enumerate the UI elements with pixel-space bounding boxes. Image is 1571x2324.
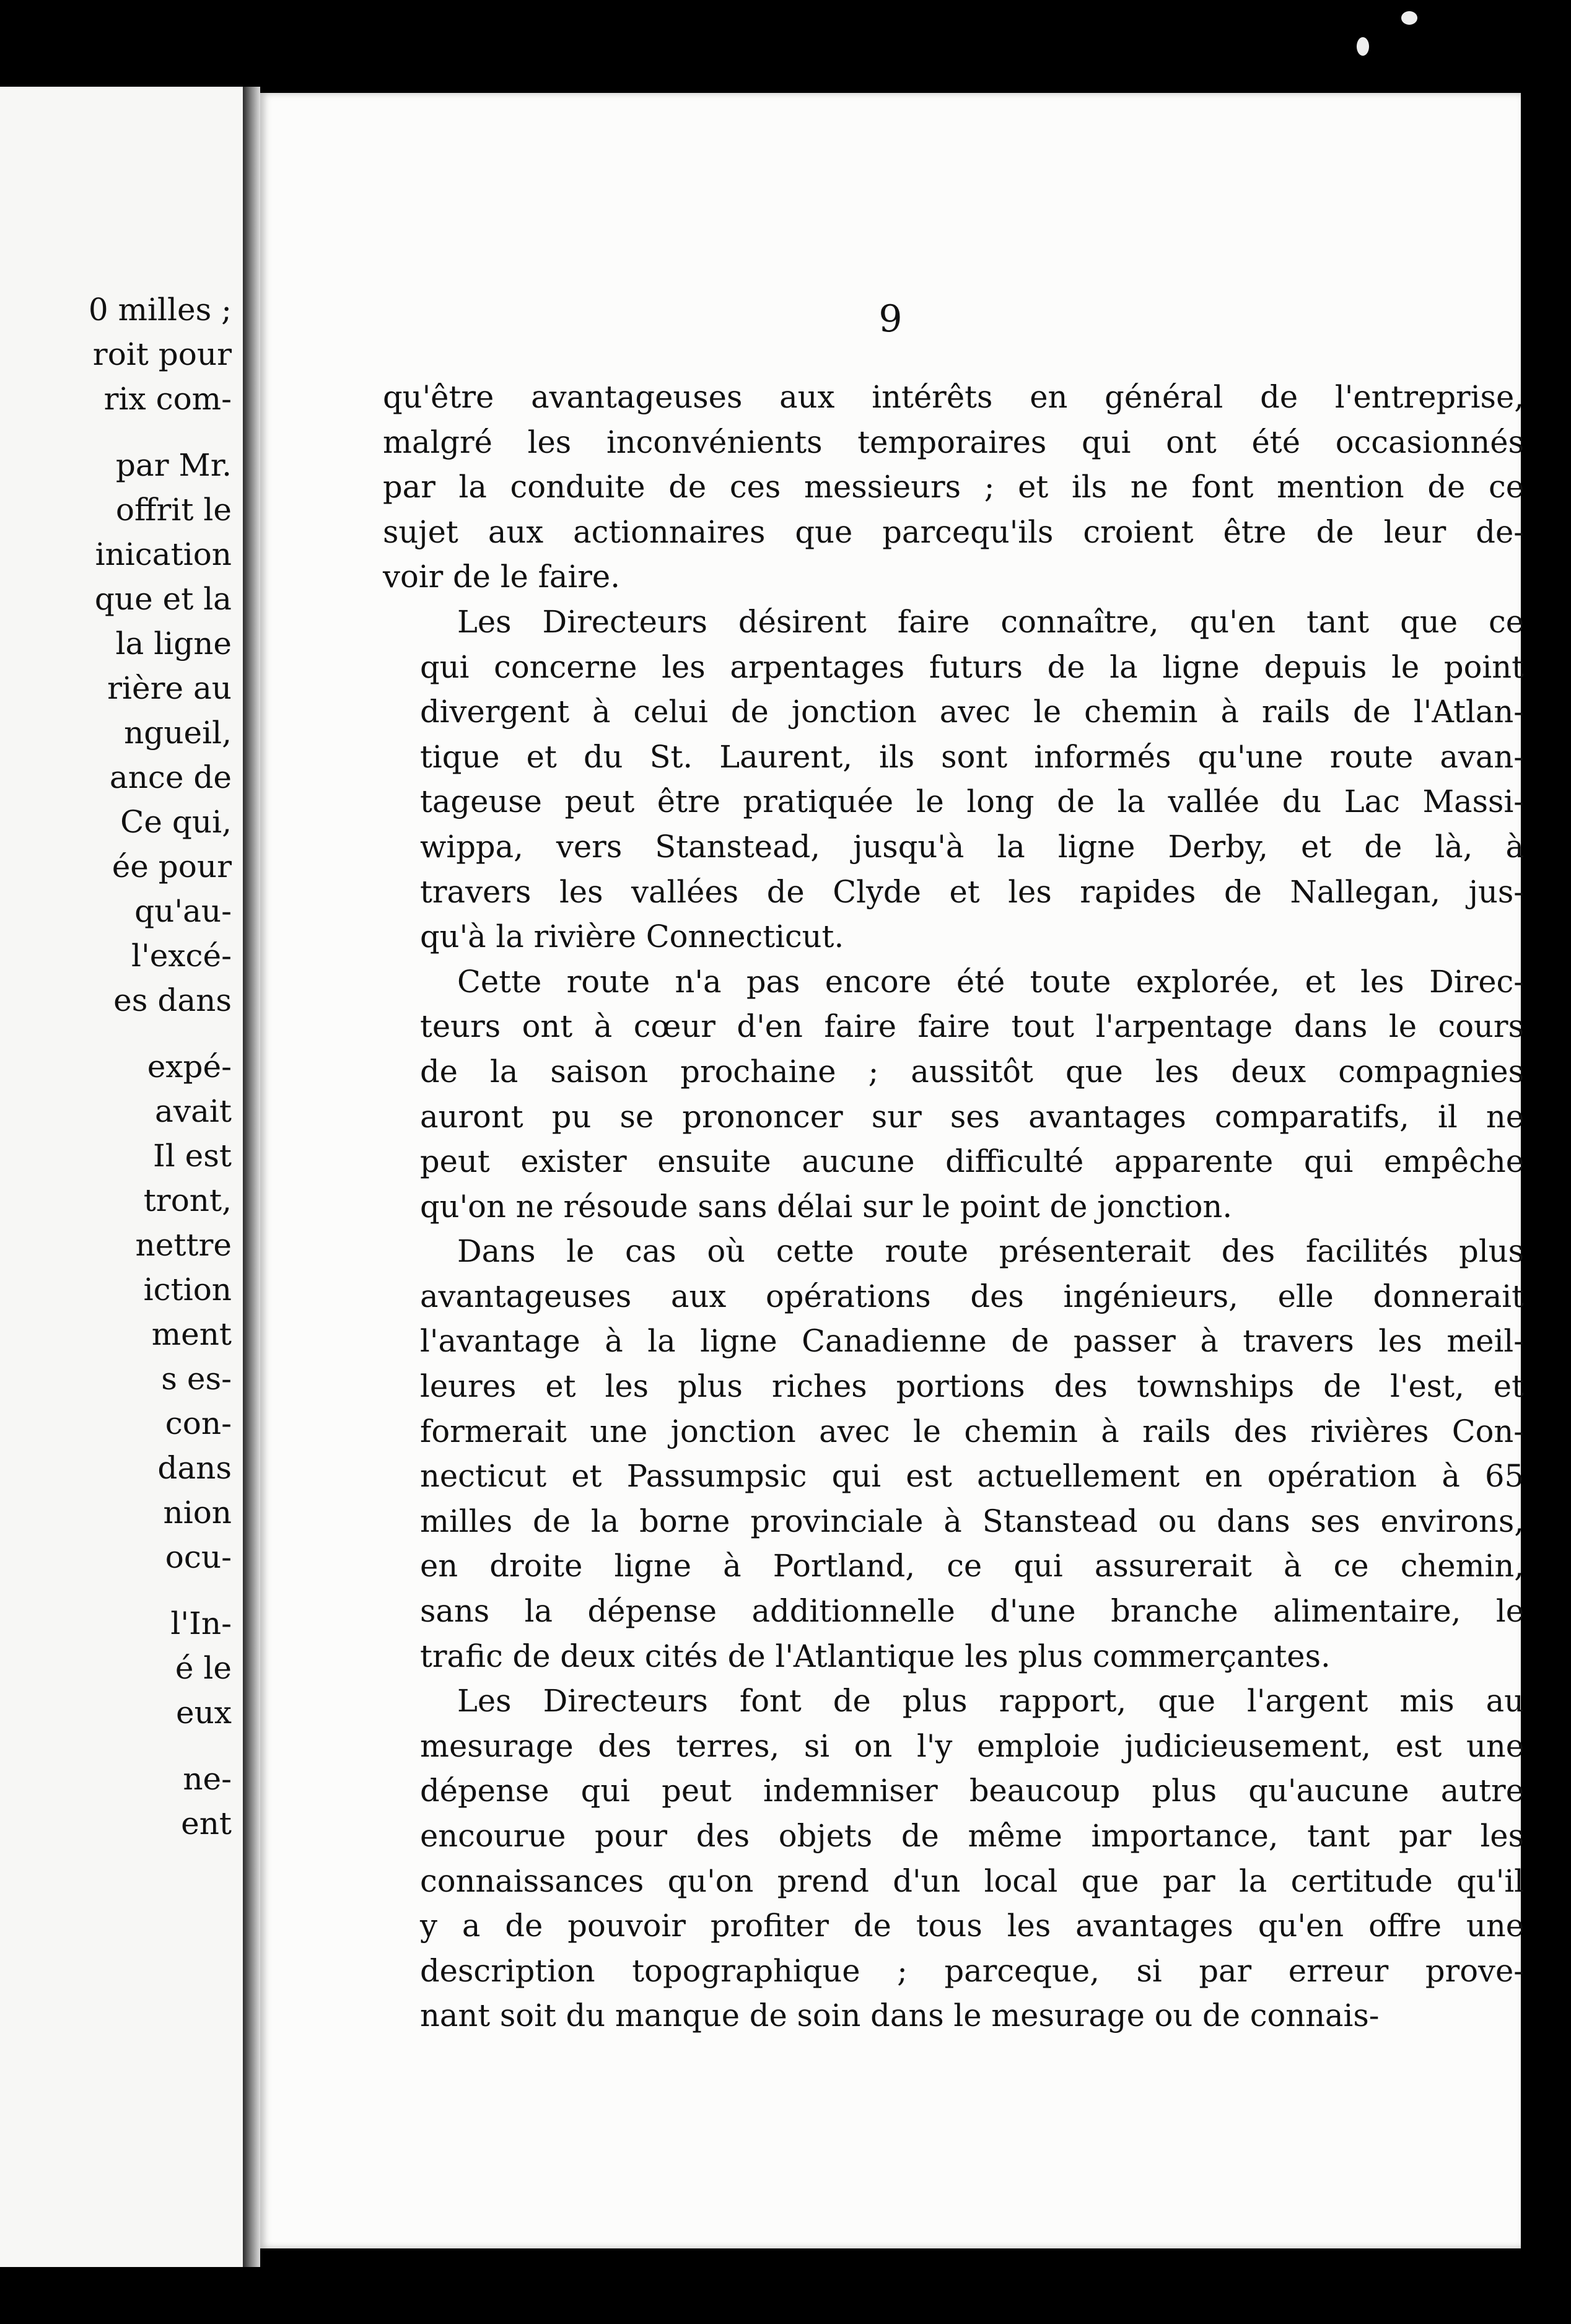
text-line: l'avantage à la ligne Canadienne de passer à travers les meil- xyxy=(420,1323,1524,1360)
text-line: milles de la borne provinciale à Stanstead ou dans ses environs, xyxy=(420,1503,1524,1539)
page-number: 9 xyxy=(878,297,903,341)
left-page-line: con- xyxy=(165,1405,232,1441)
paragraph xyxy=(383,375,1524,600)
text-line: Les Directeurs font de plus rapport, que l'argent mis au xyxy=(457,1683,1524,1719)
left-page-line: offrit le xyxy=(115,492,232,528)
paragraph xyxy=(383,1229,1524,1679)
left-page-line: ne- xyxy=(183,1761,232,1797)
left-page-line: expé- xyxy=(147,1049,232,1085)
text-line: y a de pouvoir profiter de tous les avantages qu'en offre une xyxy=(420,1908,1524,1944)
text-line: auront pu se prononcer sur ses avantages comparatifs, il ne xyxy=(420,1098,1524,1135)
text-line: tageuse peut être pratiquée le long de la vallée du Lac Massi- xyxy=(420,784,1524,820)
left-page-line: rix com- xyxy=(103,381,232,417)
text-line: travers les vallées de Clyde et les rapides de Nallegan, jus- xyxy=(420,873,1524,910)
text-line: de la saison prochaine ; aussitôt que les deux compagnies xyxy=(420,1053,1524,1090)
left-page-line: dans xyxy=(157,1450,232,1486)
left-page-line: l'excé- xyxy=(131,938,232,974)
text-line: peut exister ensuite aucune difficulté apparente qui empêche xyxy=(420,1143,1524,1180)
left-page-line: nettre xyxy=(135,1227,232,1263)
book-gutter xyxy=(243,87,260,2267)
text-line: description topographique ; parceque, si par erreur prove- xyxy=(420,1952,1524,1989)
text-line: qui concerne les arpentages futurs de la ligne depuis le point xyxy=(420,649,1524,685)
text-line: trafic de deux cités de l'Atlantique les plus commerçantes. xyxy=(420,1638,1331,1674)
text-line: sans la dépense additionnelle d'une branche alimentaire, le xyxy=(420,1593,1524,1630)
text-line: en droite ligne à Portland, ce qui assurerait à ce chemin, xyxy=(420,1548,1524,1584)
text-line: nant soit du manque de soin dans le mesurage ou de connais- xyxy=(420,1998,1380,2034)
text-line: encourue pour des objets de même importance, tant par les xyxy=(420,1818,1524,1854)
left-page-line: iction xyxy=(143,1272,232,1308)
text-line: qu'à la rivière Connecticut. xyxy=(420,919,844,955)
left-page-line: é le xyxy=(175,1650,232,1686)
text-line: leures et les plus riches portions des townships de l'est, et xyxy=(420,1368,1524,1405)
left-page-line: 0 milles ; xyxy=(88,292,232,328)
text-line: Cette route n'a pas encore été toute explorée, et les Direc- xyxy=(457,963,1524,1000)
left-page-line: qu'au- xyxy=(134,893,232,929)
paragraph xyxy=(383,600,1524,959)
left-page-line: avait xyxy=(155,1093,232,1129)
left-page-line: rière au xyxy=(107,670,232,706)
text-line: divergent à celui de jonction avec le chemin à rails de l'Atlan- xyxy=(420,694,1524,730)
left-page-line: Il est xyxy=(153,1138,232,1174)
left-page-line: es dans xyxy=(113,982,232,1018)
left-page-line: s es- xyxy=(161,1361,232,1397)
text-line: malgré les inconvénients temporaires qui ont été occasionnés xyxy=(383,424,1524,460)
text-line: par la conduite de ces messieurs ; et ils ne font mention de ce xyxy=(383,469,1524,505)
text-line: dépense qui peut indemniser beaucoup plus qu'aucune autre xyxy=(420,1773,1524,1809)
text-line: Les Directeurs désirent faire connaître, qu'en tant que ce xyxy=(457,603,1524,640)
left-page-line: roit pour xyxy=(92,336,232,372)
left-page-line: ngueil, xyxy=(124,715,232,751)
left-page-line: ée pour xyxy=(112,849,232,885)
text-line: tique et du St. Laurent, ils sont informés qu'une route avan- xyxy=(420,738,1524,775)
body-text xyxy=(383,375,1524,2038)
left-page-line: l'In- xyxy=(170,1605,232,1641)
text-line: sujet aux actionnaires que parcequ'ils croient être de leur de- xyxy=(383,513,1524,550)
left-page-line: que et la xyxy=(94,581,232,617)
left-page-line: nion xyxy=(163,1495,232,1531)
left-page-line: la ligne xyxy=(115,626,232,662)
right-page xyxy=(260,93,1524,2248)
left-page-line: ment xyxy=(151,1316,232,1352)
left-page-line: ocu- xyxy=(165,1539,232,1575)
left-page-line: Ce qui, xyxy=(120,804,232,840)
text-line: qu'être avantageuses aux intérêts en général de l'entreprise, xyxy=(383,379,1524,415)
left-page-line: ent xyxy=(181,1806,232,1841)
left-page-line: eux xyxy=(176,1695,232,1731)
text-line: mesurage des terres, si on l'y emploie judicieusement, est une xyxy=(420,1728,1524,1764)
text-line: avantageuses aux opérations des ingénieurs, elle donnerait xyxy=(420,1278,1524,1314)
scan-speck xyxy=(1401,11,1417,25)
text-line: Dans le cas où cette route présenterait des facilités plus xyxy=(457,1233,1524,1270)
text-line: voir de le faire. xyxy=(383,559,620,595)
scan-speck xyxy=(1357,37,1369,56)
left-page-line: par Mr. xyxy=(115,447,232,483)
paragraph xyxy=(383,959,1524,1230)
left-page-line: ance de xyxy=(109,759,232,795)
text-line: connaissances qu'on prend d'un local que par la certitude qu'il xyxy=(420,1863,1524,1899)
text-line: wippa, vers Stanstead, jusqu'à la ligne Derby, et de là, à xyxy=(420,828,1524,865)
text-line: necticut et Passumpsic qui est actuellement en opération à 65 xyxy=(420,1458,1524,1495)
left-page-line: tront, xyxy=(143,1182,232,1218)
left-page-line: inication xyxy=(95,536,232,572)
paragraph xyxy=(383,1679,1524,2038)
left-page-fragment xyxy=(0,87,243,2267)
text-line: teurs ont à cœur d'en faire faire tout l'arpentage dans le cours xyxy=(420,1008,1524,1045)
text-line: formerait une jonction avec le chemin à rails des rivières Con- xyxy=(420,1413,1524,1449)
text-line: qu'on ne résoude sans délai sur le point de jonction. xyxy=(420,1188,1233,1225)
